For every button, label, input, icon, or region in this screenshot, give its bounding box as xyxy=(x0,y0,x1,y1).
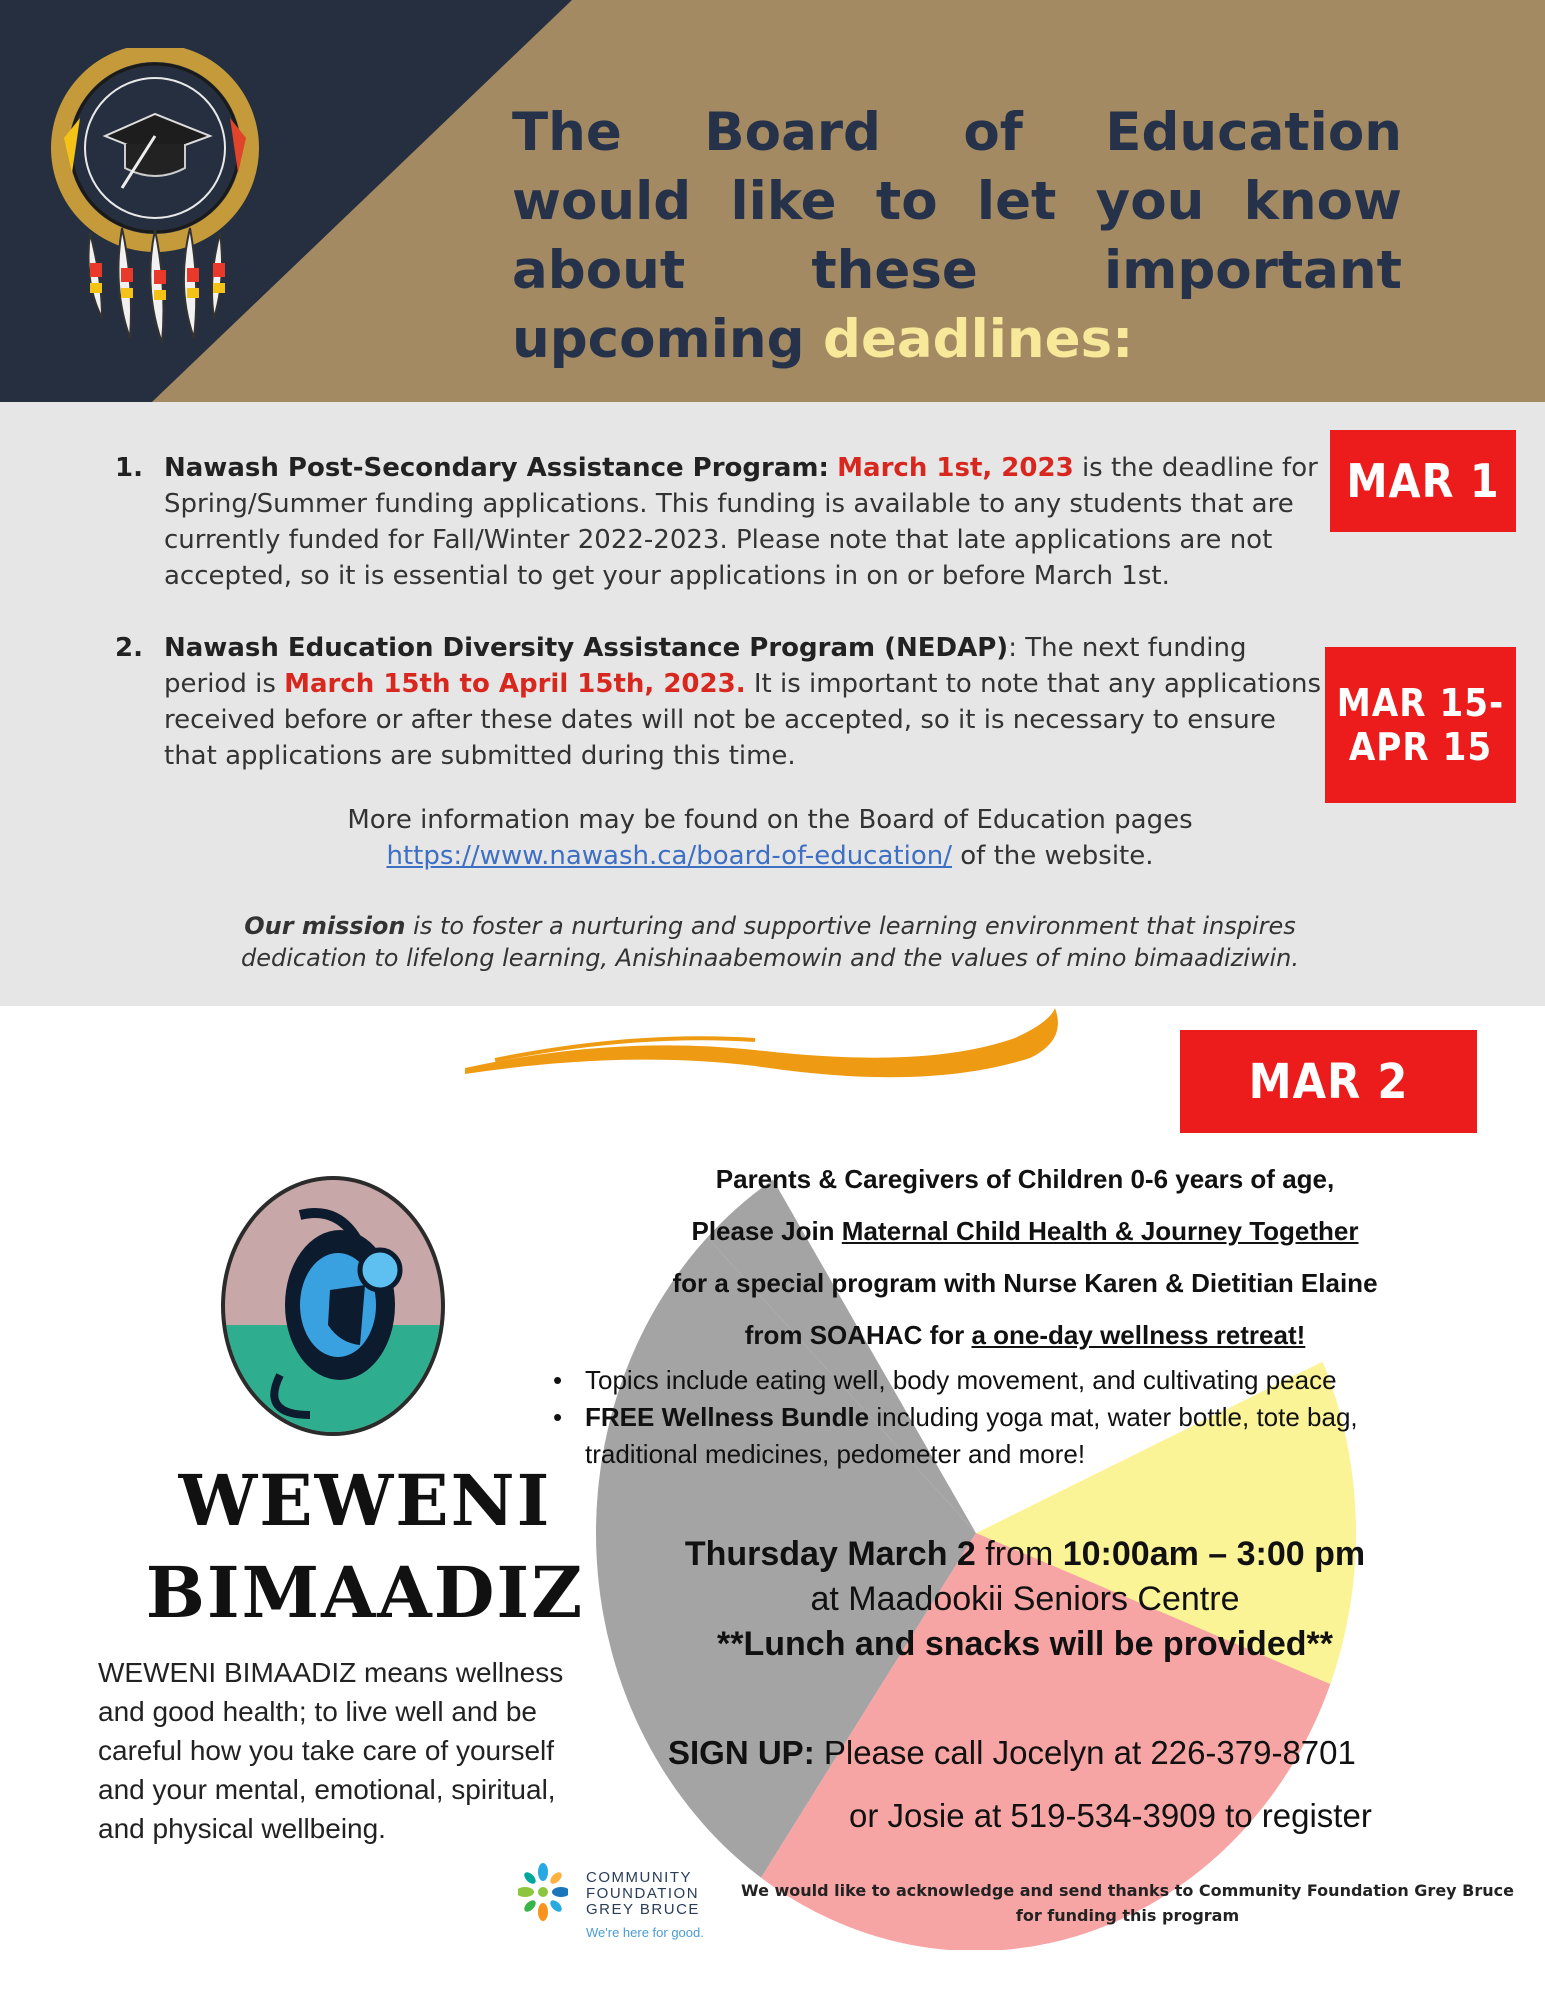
title-line-2: BIMAADIZ xyxy=(145,1551,585,1634)
list-item xyxy=(550,1362,1450,1399)
headline-highlight: deadlines: xyxy=(823,309,1134,370)
headline-text: The Board of Education would like to let you know about these important upcoming xyxy=(512,102,1402,370)
more-info-suffix: of the website. xyxy=(951,841,1154,871)
name-line-3: GREY BRUCE xyxy=(586,1901,700,1918)
mission-statement xyxy=(180,910,1360,974)
item-number: 1. xyxy=(115,453,143,483)
signup-line-2: or Josie at 519-534-3909 to register xyxy=(849,1797,1372,1834)
name-line-1: COMMUNITY xyxy=(586,1869,692,1886)
program-name: Nawash Education Diversity Assistance Program (NEDAP) xyxy=(164,633,1009,663)
otter-artwork xyxy=(220,1175,447,1437)
badge-mar-1: MAR 1 xyxy=(1330,430,1516,532)
bullet-text: including yoga mat, water bottle, tote bag, traditional medicines, pedometer and more! xyxy=(585,1402,1358,1469)
item-text xyxy=(164,630,1334,774)
mission-text: is to foster a nurturing and supportive learning environment that inspires dedication to lifelong learning, Anishinaabemowin and the values of mino bimaadiziwin. xyxy=(240,912,1299,972)
badge-mar-15-apr-15 xyxy=(1325,647,1516,803)
signup-line xyxy=(668,1730,1428,1776)
item-body: is the deadline for Spring/Summer funding applications. This funding is available to any students that are currently funded for Fall/Winter 2022-2023. Please note that late applications are not accepted, so it is essential to get your applications in on or before March 1st. xyxy=(164,453,1318,591)
event-when-where xyxy=(600,1532,1450,1667)
mission-lead: Our mission xyxy=(244,912,406,940)
community-foundation-logo-icon xyxy=(518,1862,568,1922)
signup-text: Please call Jocelyn at 226-379-8701 xyxy=(814,1734,1356,1771)
name-line-2: FOUNDATION xyxy=(586,1885,700,1902)
retreat-label: a one-day wellness retreat! xyxy=(971,1320,1306,1350)
badge-line-1: MAR 15- xyxy=(1336,681,1505,725)
feathers-icon xyxy=(89,228,226,343)
event-time: 10:00am – 3:00 pm xyxy=(1062,1535,1366,1573)
community-foundation-name xyxy=(586,1870,700,1918)
event-datetime xyxy=(600,1532,1450,1577)
item-text xyxy=(164,450,1334,594)
program-name: Maternal Child Health & Journey Together xyxy=(841,1216,1359,1246)
orange-swoosh xyxy=(455,1000,1085,1090)
board-of-education-logo xyxy=(50,48,260,348)
badge-line-2: APR 15 xyxy=(1348,725,1493,769)
event-day: Thursday March 2 xyxy=(684,1535,976,1573)
signup-label: SIGN UP: xyxy=(668,1734,815,1771)
event-bullets xyxy=(550,1362,1450,1473)
more-info xyxy=(200,802,1340,874)
more-info-text: More information may be found on the Board of Education pages xyxy=(347,805,1193,835)
event-intro xyxy=(600,1153,1450,1361)
item-body-a: : The next funding period is xyxy=(164,633,1247,699)
community-foundation-tagline: We're here for good. xyxy=(586,1925,704,1940)
intro-line-2-text: Please Join xyxy=(691,1216,842,1246)
deadline-date: March 15th to April 15th, 2023. xyxy=(284,669,746,699)
sponsor-thanks: We would like to acknowledge and send thanks to Community Foundation Grey Bruce for funding this program xyxy=(741,1881,1514,1925)
intro-line-2 xyxy=(600,1205,1450,1257)
intro-line-4-text: from SOAHAC for xyxy=(744,1320,972,1350)
program-name: Nawash Post-Secondary Assistance Program: xyxy=(164,453,829,483)
event-location: at Maadookii Seniors Centre xyxy=(810,1580,1240,1618)
weweni-bimaadiz-title xyxy=(60,1455,670,1639)
title-line-1: WEWENI xyxy=(178,1459,552,1542)
page-headline xyxy=(512,98,1402,374)
board-of-education-link[interactable]: https://www.nawash.ca/board-of-education/ xyxy=(386,841,952,871)
header-banner xyxy=(0,0,1545,402)
bullet-bold: FREE Wellness Bundle xyxy=(585,1402,870,1432)
intro-line-4 xyxy=(600,1309,1450,1361)
bullet-text: Topics include eating well, body movement, and cultivating peace xyxy=(585,1365,1337,1395)
lunch-note: **Lunch and snacks will be provided** xyxy=(717,1625,1333,1663)
deadlines-section xyxy=(0,402,1545,1006)
deadline-date: March 1st, 2023 xyxy=(837,453,1074,483)
item-number: 2. xyxy=(115,633,143,663)
badge-mar-2: MAR 2 xyxy=(1180,1030,1477,1133)
item-body-b: It is important to note that any applications received before or after these dates will not be accepted, so it is necessary to ensure that applications are submitted during this time. xyxy=(164,669,1322,771)
intro-line-3: for a special program with Nurse Karen & Dietitian Elaine xyxy=(672,1268,1378,1298)
weweni-description: WEWENI BIMAADIZ means wellness and good health; to live well and be careful how you take care of yourself and your mental, emotional, spiritual, and physical wellbeing. xyxy=(98,1657,564,1844)
event-from: from xyxy=(975,1535,1063,1573)
intro-line-1: Parents & Caregivers of Children 0-6 years of age, xyxy=(715,1164,1335,1194)
list-item xyxy=(550,1399,1450,1473)
